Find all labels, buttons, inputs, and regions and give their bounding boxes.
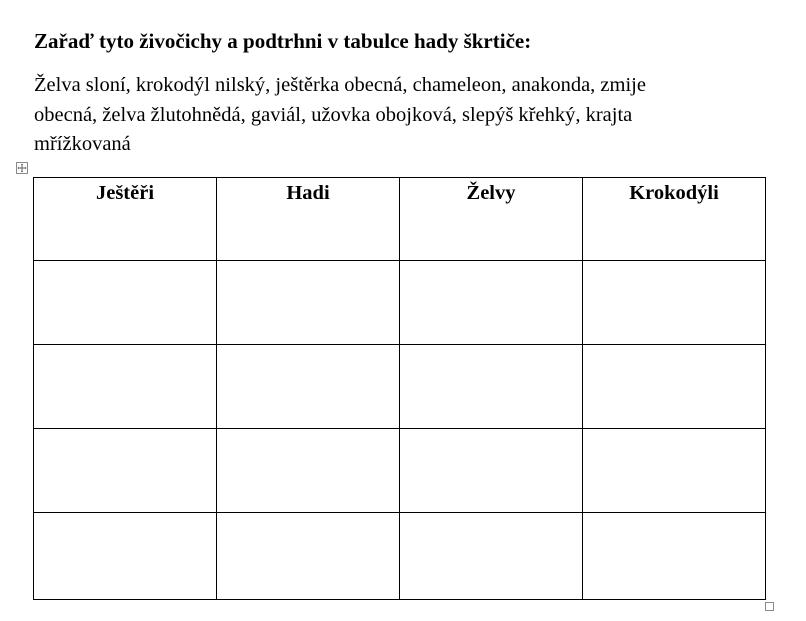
table-cell[interactable] — [217, 429, 400, 513]
table-cell[interactable] — [34, 513, 217, 600]
column-header-krokodyli: Krokodýli — [583, 178, 766, 261]
paragraph-line: Želva sloní, krokodýl nilský, ještěrka obecná, chameleon, anakonda, zmije — [34, 74, 646, 96]
table-row — [34, 513, 766, 600]
table-cell[interactable] — [400, 261, 583, 345]
table-cell[interactable] — [217, 261, 400, 345]
table-row — [34, 261, 766, 345]
column-header-hadi: Hadi — [217, 178, 400, 261]
move-icon — [17, 163, 27, 173]
column-header-jesteri: Ještěři — [34, 178, 217, 261]
paragraph-line: obecná, želva žlutohnědá, gaviál, užovka obojková, slepýš křehký, krajta — [34, 103, 633, 126]
table-cell[interactable] — [583, 513, 766, 600]
table-cell[interactable] — [400, 345, 583, 429]
table-move-handle-icon[interactable] — [16, 162, 28, 174]
table-cell[interactable] — [217, 345, 400, 429]
table-header-row — [34, 178, 766, 261]
table-resize-handle-icon[interactable] — [765, 602, 774, 611]
worksheet-heading: Zařaď tyto živočichy a podtrhni v tabulce hady škrtiče: — [34, 29, 532, 53]
table-cell[interactable] — [34, 261, 217, 345]
table-cell[interactable] — [583, 345, 766, 429]
column-header-zelvy: Želvy — [400, 178, 583, 261]
table-cell[interactable] — [583, 261, 766, 345]
animal-list-paragraph — [34, 71, 754, 160]
table-cell[interactable] — [34, 429, 217, 513]
table-cell[interactable] — [583, 429, 766, 513]
table-cell[interactable] — [34, 345, 217, 429]
table-cell[interactable] — [400, 429, 583, 513]
table-row — [34, 429, 766, 513]
table-row — [34, 345, 766, 429]
classification-table — [33, 177, 766, 600]
table-cell[interactable] — [400, 513, 583, 600]
table-cell[interactable] — [217, 513, 400, 600]
paragraph-line: mřížkovaná — [34, 133, 131, 155]
